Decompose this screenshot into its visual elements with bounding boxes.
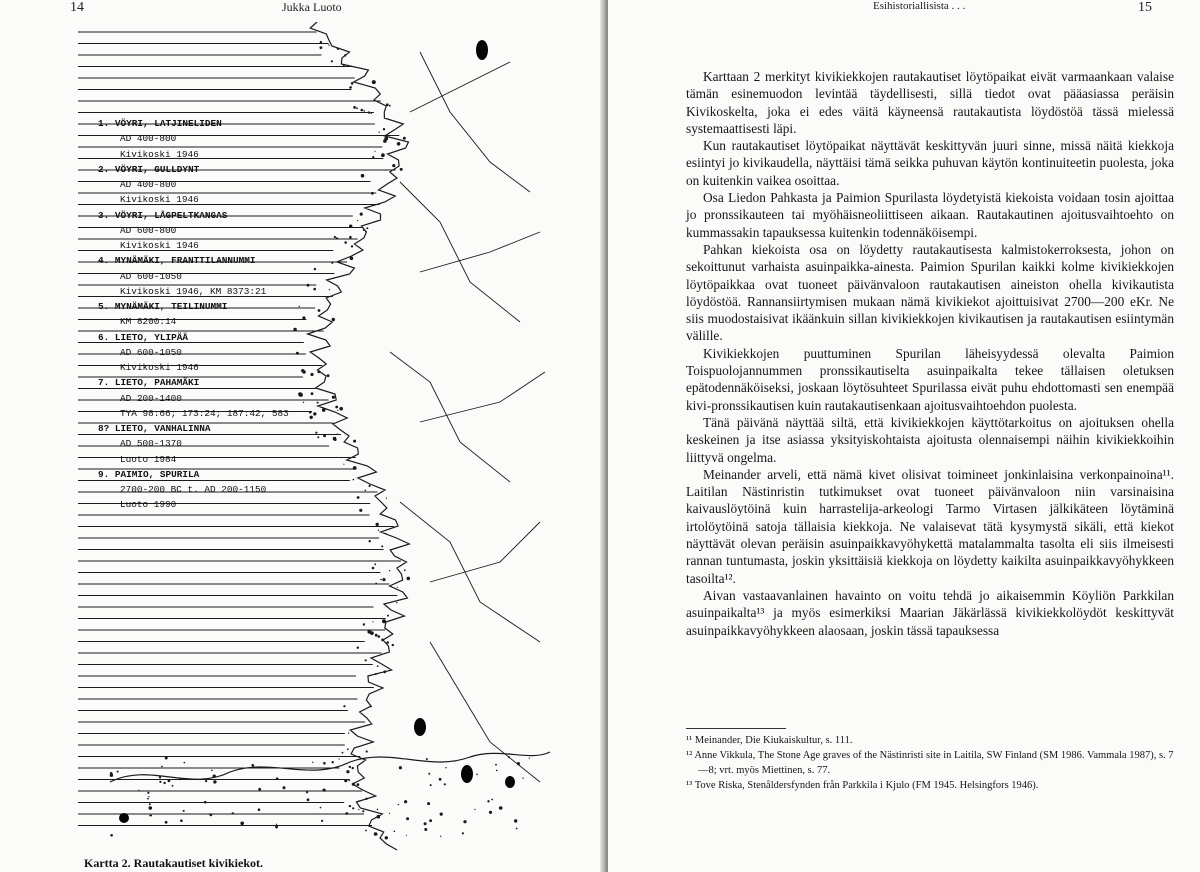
island-dot [205,780,207,782]
island-dot [349,805,351,807]
island-dot [377,665,379,667]
island-dot [349,225,352,228]
island-dot [331,60,333,62]
legend-entry-title: 1. VÖYRI, LATJINELIDEN [98,118,222,129]
river-line [420,52,530,192]
island-dot [317,436,319,438]
island-dot [209,813,212,816]
island-dot [372,621,373,622]
island-dot [334,236,336,238]
island-dot [427,802,430,805]
island-dot [444,783,446,785]
island-dot [336,434,338,436]
footnote: ¹³ Tove Riska, Stenåldersfynden från Parkkila i Kjulo (FM 1945. Helsingfors 1946). [686,780,1039,791]
island-dot [339,758,340,759]
island-dot [387,615,389,617]
island-dot [213,780,216,783]
island-dot [172,785,174,787]
island-dot [496,770,498,772]
island-dot [352,767,354,769]
legend-entry-detail: KM 8200:14 [120,316,177,328]
river-line [400,502,540,642]
island-dot [327,374,330,377]
island-dot [377,809,379,811]
island-dot [372,80,376,84]
island-dot [380,579,382,581]
island-dot [375,634,378,637]
island-dot [381,545,383,547]
paragraph: Kun rautakautiset löytöpaikat näyttävät keskittyvän juuri sinne, missä näitä kiekkoja esiintyi jo kivikaudella, näyttäisi tämä seikka puhuvan käytön kontinuiteetin puolesta, joka on kuitenkin vaikea osoittaa. [686,138,1174,188]
island-dot [439,778,442,781]
island-dot [321,820,323,822]
island-dot [365,490,367,492]
island-dot [375,583,377,585]
island-dot [343,705,345,707]
island-dot [184,762,186,764]
island-dot [358,809,359,810]
island-dot [110,774,113,777]
island-dot [342,752,344,754]
island-dot [349,86,352,89]
island-dot [365,659,367,661]
site-legend [98,116,289,513]
island-dot [283,786,286,789]
island-dot [179,778,181,780]
legend-entry-detail: Kivikoski 1946 [120,194,199,206]
island-dot [213,775,216,778]
island-dot [396,602,397,603]
island-dot [331,262,333,264]
island-dot [358,800,360,802]
island-dot [147,792,149,794]
island-dot [211,770,213,772]
footnote: ¹² Anne Vikkula, The Stone Age graves of the Nästinristi site in Laitila, SW Finland (SM 1986. Vammala 1987), s. 7—8; vrt. myös Miettinen, s. 77. [686,750,1174,776]
island-dot [463,820,466,823]
island-dot [332,318,335,321]
footnote: ¹¹ Meinander, Die Kiukaiskultur, s. 111. [686,735,853,746]
island-dot [296,352,299,355]
river-line [430,642,540,782]
island-dot [392,164,395,167]
island-dot [462,832,464,834]
island-dot [159,781,161,783]
island-dot [426,758,428,760]
body-text [686,68,1174,639]
left-page-number: 14 [70,0,84,15]
island-dot [306,791,308,793]
legend-entry-detail: AD 500-1370 [120,438,182,450]
island-dot [334,438,337,441]
island-dot [348,732,349,733]
paragraph: Aivan vastaavanlainen havainto on voitu tehdä jo aikaisemmin Köyliön Parkkilan asuinpaikalta¹³ ja myös esimerkiksi Maarian Jäkärlässä kivikiekkolöydöt keskittyvät asuinpaikkavyöhykkeen alaosaan, joskin tässä tapauksessa [686,587,1174,638]
island-dot [361,109,364,112]
island-dot [499,806,503,810]
find-site-marker [505,776,515,788]
island-dot [310,416,313,419]
paragraph: Karttaan 2 merkityt kivikiekkojen rautakautiset löytöpaikat eivät varmaankaan valaise tämän esinemuodon levintää täydellisesti, sillä tiedot ovat pääasiassa peräisin Kivikoskelta, joka ei edes väitä käyneensä rautakautista löydöstöä tässä mielessä systemaattisesti läpi. [686,69,1174,136]
find-site-marker [476,40,488,60]
island-dot [369,540,371,542]
island-dot [159,776,161,778]
island-dot [474,809,475,810]
island-dot [398,804,399,805]
island-dot [344,779,347,782]
island-dot [365,798,367,800]
paragraph: Pahkan kiekoista osa on löydetty rautakautisesta kalmistokerroksesta, johon on sekoittunut varhaista asuinpaikka-ainesta. Paimion Spurilan kaikki kolme kivikiekkojen löytöpaikkaa ovat tuoneet päivänvaloon rautakautisen aineiston ohella kivikautista löydöstöä. Rannansiirtymisen mukaan nämä kivikiekot ajoittuisivat 2700—200 eKr. Ne siis muodostaisivat ikäänkuin sillan kivikiekkojen kivikautisen ja rautakautisen esiintymän välille. [686,241,1174,344]
island-dot [389,813,390,814]
island-dot [385,533,386,534]
island-dot [344,54,346,56]
island-dot [204,801,207,804]
island-dot [150,815,152,817]
island-dot [516,828,518,830]
island-dot [495,764,497,766]
island-dot [508,756,510,758]
island-dot [378,529,379,530]
island-dot [386,103,389,106]
island-dot [311,392,314,395]
island-dot [379,132,380,133]
legend-entry-title: 5. MYNÄMÄKI, TEILINUMMI [98,301,228,312]
island-dot [149,806,153,810]
island-dot [383,670,386,673]
footnote-rule [686,728,786,729]
right-running-head: Esihistoriallisista . . . [873,0,966,12]
island-dot [298,392,302,396]
legend-entry-detail: AD 600-800 [120,224,177,236]
island-dot [163,782,165,784]
coastline [308,22,410,850]
island-dot [357,647,359,649]
island-dot [276,777,279,780]
island-dot [309,411,312,414]
island-dot [117,771,119,773]
left-running-head: Jukka Luoto [282,0,342,14]
legend-entry-detail: Kivikoski 1946 [120,240,199,251]
island-dot [317,370,320,373]
island-dot [381,153,385,157]
island-dot [386,498,387,499]
island-dot [389,105,391,107]
right-page-number: 15 [1138,0,1152,15]
island-dot [365,231,367,233]
island-dot [385,836,388,839]
island-dot [148,796,149,797]
island-dot [332,396,335,399]
river-line [420,372,545,422]
legend-entry-detail: AD 600-1050 [120,346,182,358]
island-dot [428,773,430,775]
island-dot [352,783,355,786]
island-dot [375,673,377,675]
island-dot [307,798,310,801]
island-dot [374,563,376,565]
island-dot [346,770,349,773]
island-dot [258,808,261,811]
island-dot [180,819,183,822]
river-line [390,352,510,482]
island-dot [424,828,427,831]
island-dot [440,813,443,816]
legend-entry-title: 6. LIETO, YLIPÄÄ [98,331,189,343]
island-dot [332,761,334,763]
island-dot [183,810,185,812]
river-line [420,232,540,272]
island-dot [429,819,432,822]
island-dot [276,824,277,825]
island-dot [337,410,338,411]
legend-entry-title: 7. LIETO, PAHAMÄKI [98,377,200,389]
legend-entry-detail: TYA 98:66; 173:24; 187:42, 583 [120,407,289,419]
legend-entry-detail: Kivikoski 1946, KM 8373:21 [120,285,267,297]
island-dot [517,762,520,765]
island-dot [529,758,530,759]
island-dot [320,807,322,809]
island-dot [168,779,171,782]
island-dot [323,789,326,792]
island-dot [312,762,313,763]
island-dot [514,819,517,822]
legend-entry-title: 2. VÖYRI, GULLDYNT [98,163,200,175]
island-dot [307,284,310,287]
island-dot [258,788,261,791]
island-dot [302,316,305,319]
island-dot [382,619,386,623]
island-dot [343,64,345,66]
island-dot [370,706,372,708]
island-dot [378,635,381,638]
island-dot [489,811,492,814]
island-dot [363,623,365,625]
island-dot [440,836,441,837]
island-dot [386,641,389,644]
island-dot [363,229,365,231]
island-dot [399,766,402,769]
island-dot [149,803,151,805]
island-dot [357,496,360,499]
island-dot [165,757,168,760]
island-dot [375,151,376,152]
island-dot [353,466,357,470]
island-dot [138,790,139,791]
island-dot [487,800,489,802]
find-site-marker [461,765,473,783]
island-dot [377,815,381,819]
island-dot [476,774,478,776]
island-dot [403,137,406,140]
island-dot [313,288,316,291]
island-dot [349,766,351,768]
island-dot [349,236,352,239]
island-dot [359,509,362,512]
island-dot [369,485,371,487]
island-dot [382,578,385,581]
legend-entry-title: 4. MYNÄMÄKI, FRANTTILANNUMMI [98,255,256,267]
footnotes [686,733,1176,793]
island-dot [381,639,384,642]
island-dot [315,432,317,434]
island-dot [337,48,339,50]
island-dot [344,241,347,244]
island-dot [147,798,149,800]
island-dot [371,113,372,114]
island-dot [275,825,278,828]
island-dot [445,767,446,768]
island-dot [348,780,350,782]
island-dot [360,213,363,216]
island-dot [371,192,374,195]
island-dot [339,407,343,411]
island-dot [397,142,401,146]
island-dot [320,41,322,43]
island-dot [347,748,349,750]
island-dot [320,46,323,49]
island-dot [430,784,432,786]
island-dot [365,830,367,832]
island-dot [366,750,368,752]
legend-entry-detail: Luoto 1990 [120,499,177,511]
island-dot [323,434,326,437]
island-dot [351,245,353,247]
paragraph: Osa Liedon Pahkasta ja Paimion Spurilasta löydetyistä kiekoista voidaan tosin ajoittaa jo pronssikauteen tai myöhäisneoliittiseen aikaan. Rautakautinen ajoitusvaihtoehto on kummassakin tapauksessa kuitenkin todennäköisempi. [686,190,1174,240]
island-dot [351,82,354,85]
legend-entry-title: 9. PAIMIO, SPURILA [98,468,200,480]
island-dot [329,289,330,290]
legend-entry-detail: AD 400-800 [120,179,177,190]
island-dot [406,835,407,836]
legend-entry-detail: 2700-200 BC t. AD 200-1150 [120,484,267,495]
legend-entry-detail: AD 200-1400 [120,392,182,404]
legend-entry-detail: Luoto 1984 [120,453,177,465]
island-dot [372,156,374,158]
island-dot [336,237,338,239]
island-dot [400,168,403,171]
island-dot [232,812,234,814]
island-dot [383,139,387,143]
river-line [410,62,510,112]
island-dot [353,440,356,443]
island-dot [353,106,356,109]
island-dot [313,412,316,415]
island-dot [310,373,313,376]
island-dot [299,306,300,307]
island-dot [350,257,354,261]
find-site-marker [119,813,129,823]
island-dot [357,783,360,786]
island-dot [376,523,379,526]
legend-entry-detail: AD 400-800 [120,133,177,145]
island-dot [323,762,326,765]
island-dot [376,834,378,836]
island-dot [303,402,304,403]
river-line [400,182,520,322]
paragraph: Meinander arveli, että nämä kivet olisivat toimineet jonkinlaisina verkonpainoina¹¹. Laitilan Nästinristin tutkimukset ovat tuoneet päivänvaloon niin varsinaisina kaivauslöytöinä kuin harrastelija-arkeologi Tarmo Virtasen jälkikäteen löytäminä irtolöytöinä satoja tällaisia kiekkoja. Ne valaisevat tätä kysymystä sikäli, että kiekot näyttävät olevan peräisin asuinpaikkavyöhykettä matalammalta tasolta eli siis ilmeisesti rannan tuntumasta, joskin yksittäisiä kiekkoja on löydetty kaikilta asuinpaikkavyöhykkeen tasoilta¹². [686,466,1174,586]
legend-entry-detail: AD 600-1050 [120,270,182,282]
island-dot [343,464,344,465]
island-dot [392,644,394,646]
island-dot [491,799,493,801]
river-line [430,522,540,582]
island-dot [293,328,297,332]
island-dot [318,309,321,312]
island-dot [389,570,390,571]
island-dot [251,764,254,767]
island-dot [424,822,427,825]
legend-entry-detail: Kivikoski 1946 [120,148,199,160]
island-dot [165,821,168,824]
island-dot [322,408,326,412]
legend-entry-title: 3. VÖYRI, LÅGPELTKANGAS [98,209,228,221]
island-dot [383,128,385,130]
find-site-marker [414,718,426,736]
island-dot [317,402,319,404]
island-dot [394,831,396,833]
paragraph: Tänä päivänä näyttää siltä, että kivikiekkojen käyttötarkoitus on ajoituksen ohella keskeinen ja itse asiassa yksityiskohtaista ajoitusta olennaisempi näihin kivikiekkoihin liittyvä ongelma. [686,414,1174,465]
island-dot [356,107,358,109]
island-dot [352,807,354,809]
island-dot [404,800,407,803]
island-dot [328,44,329,45]
island-dot [366,227,368,229]
island-dot [406,817,409,820]
island-dot [357,220,358,221]
island-dot [335,406,338,409]
island-dot [407,577,411,581]
island-dot [372,567,375,570]
island-dot [397,587,398,588]
island-dot [161,766,163,768]
island-dot [404,569,406,571]
island-dot [370,631,374,635]
island-dot [363,110,365,112]
island-dot [368,111,370,113]
paragraph: Kivikiekkojen puuttuminen Spurilan läheisyydessä olevalta Paimion Toispuolojannummen pronssikautiselta asuinpaikalta tekee tällaisen oletuksen epätodennäköiseksi, joskaan löytösuhteet Spurilassa eivät puhu ehdottomasti sen enempää kivi-pronssikautisen kuin rautakautisenkaan ajoitusvaihtoehdon puolesta. [686,345,1174,413]
right-page [608,0,1200,872]
island-dot [362,810,364,812]
legend-entry-detail: Kivikoski 1946 [120,362,199,373]
island-dot [314,268,316,270]
island-dot [522,778,523,779]
island-dot [302,370,305,373]
island-dot [353,479,355,481]
island-dot [361,174,365,178]
map-caption: Kartta 2. Rautakautiset kivikiekot. [84,856,264,870]
legend-entry-title: 8? LIETO, VANHALINNA [98,423,211,434]
island-dot [240,822,244,826]
island-dot [345,812,348,815]
island-dot [110,834,113,837]
